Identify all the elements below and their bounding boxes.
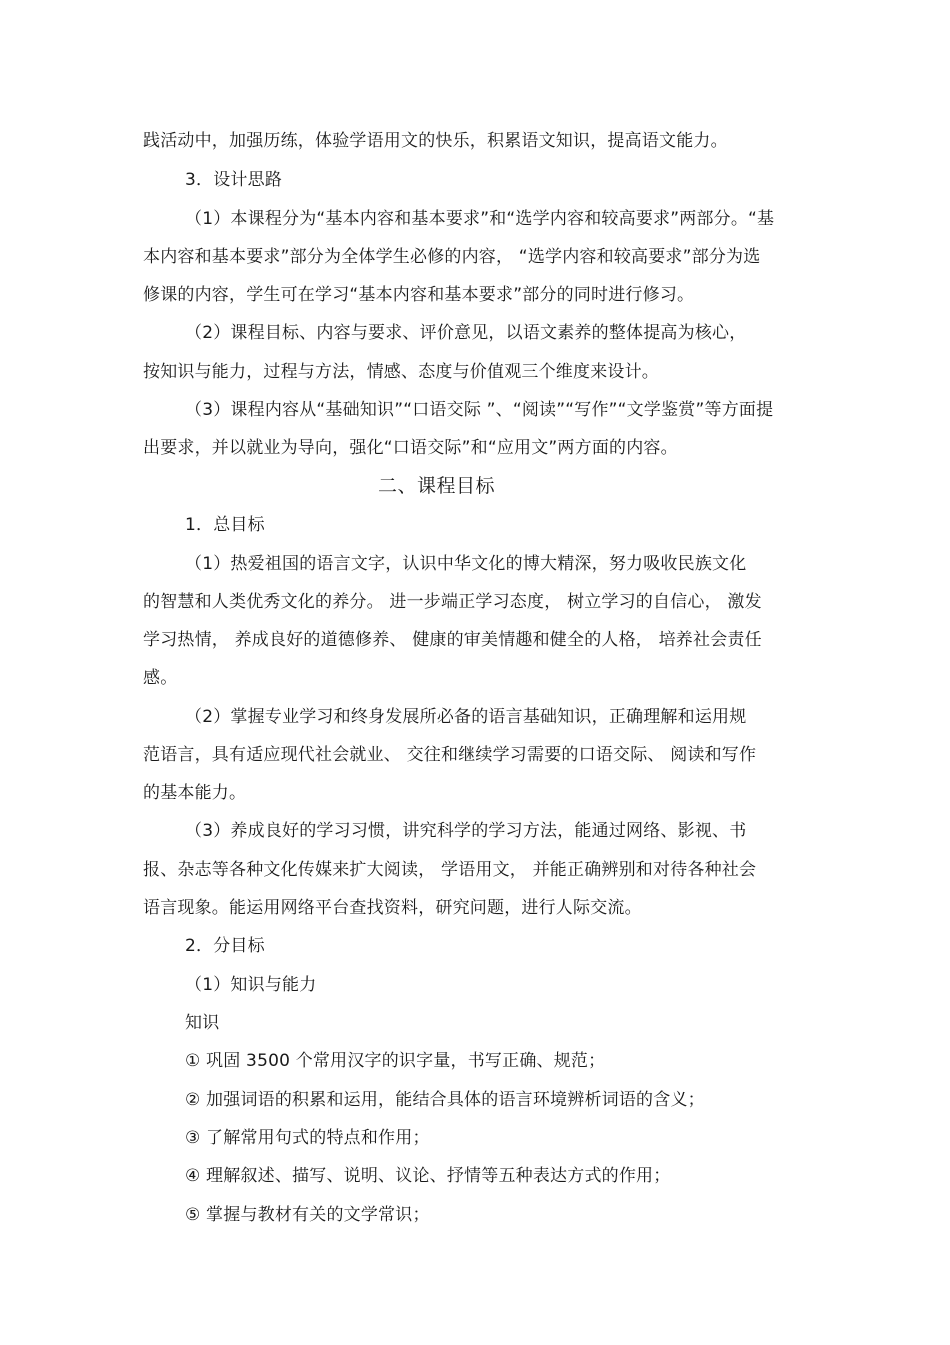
body-text-line: 的智慧和人类优秀文化的养分。 进一步端正学习态度， 树立学习的自信心， 激发: [143, 592, 762, 612]
list-item: ④ 理解叙述、描写、说明、议论、抒情等五种表达方式的作用；: [185, 1166, 671, 1186]
list-item: ③ 了解常用句式的特点和作用；: [185, 1128, 430, 1148]
paragraph-first-line: （1）热爱祖国的语言文字，认识中华文化的博大精深，努力吸收民族文化: [185, 554, 747, 574]
body-text-line: 出要求，并以就业为导向，强化“口语交际”和“应用文”两方面的内容。: [143, 438, 678, 458]
body-text-line: 按知识与能力，过程与方法，情感、态度与价值观三个维度来设计。: [143, 362, 659, 382]
body-text-line: 的基本能力。: [143, 783, 247, 803]
category-label: 知识: [185, 1013, 220, 1033]
subsection-label: （1）知识与能力: [185, 975, 317, 995]
body-text-line: 践活动中，加强历练，体验学语用文的快乐，积累语文知识，提高语文能力。: [143, 131, 728, 151]
section-subheading: 2．分目标: [185, 936, 265, 956]
paragraph-first-line: （3）课程内容从“基础知识”“口语交际 ”、“阅读”“写作”“文学鉴赏”等方面提: [185, 400, 774, 420]
body-text-line: 本内容和基本要求”部分为全体学生必修的内容， “选学内容和较高要求”部分为选: [143, 247, 761, 267]
paragraph-first-line: （1）本课程分为“基本内容和基本要求”和“选学内容和较高要求”两部分。“基: [185, 209, 775, 229]
section-subheading: 3．设计思路: [185, 170, 283, 190]
body-text-line: 修课的内容，学生可在学习“基本内容和基本要求”部分的同时进行修习。: [143, 285, 695, 305]
list-item: ① 巩固 3500 个常用汉字的识字量，书写正确、规范；: [185, 1051, 606, 1071]
paragraph-first-line: （2）掌握专业学习和终身发展所必备的语言基础知识，正确理解和运用规: [185, 707, 747, 727]
list-item: ⑤ 掌握与教材有关的文学常识；: [185, 1205, 430, 1225]
section-subheading: 1．总目标: [185, 515, 265, 535]
body-text-line: 语言现象。能运用网络平台查找资料，研究问题，进行人际交流。: [143, 898, 642, 918]
body-text-line: 学习热情， 养成良好的道德修养、 健康的审美情趣和健全的人格， 培养社会责任: [143, 630, 762, 650]
body-text-line: 报、杂志等各种文化传媒来扩大阅读， 学语用文， 并能正确辨别和对待各种社会: [143, 860, 757, 880]
paragraph-first-line: （2）课程目标、内容与要求、评价意见，以语文素养的整体提高为核心，: [185, 323, 747, 343]
body-text-line: 范语言，具有适应现代社会就业、 交往和继续学习需要的口语交际、 阅读和写作: [143, 745, 757, 765]
body-text-line: 感。: [143, 668, 178, 688]
section-heading: 二、课程目标: [378, 475, 496, 497]
list-item: ② 加强词语的积累和运用，能结合具体的语言环境辨析词语的含义；: [185, 1090, 705, 1110]
paragraph-first-line: （3）养成良好的学习习惯，讲究科学的学习方法，能通过网络、影视、书: [185, 821, 747, 841]
